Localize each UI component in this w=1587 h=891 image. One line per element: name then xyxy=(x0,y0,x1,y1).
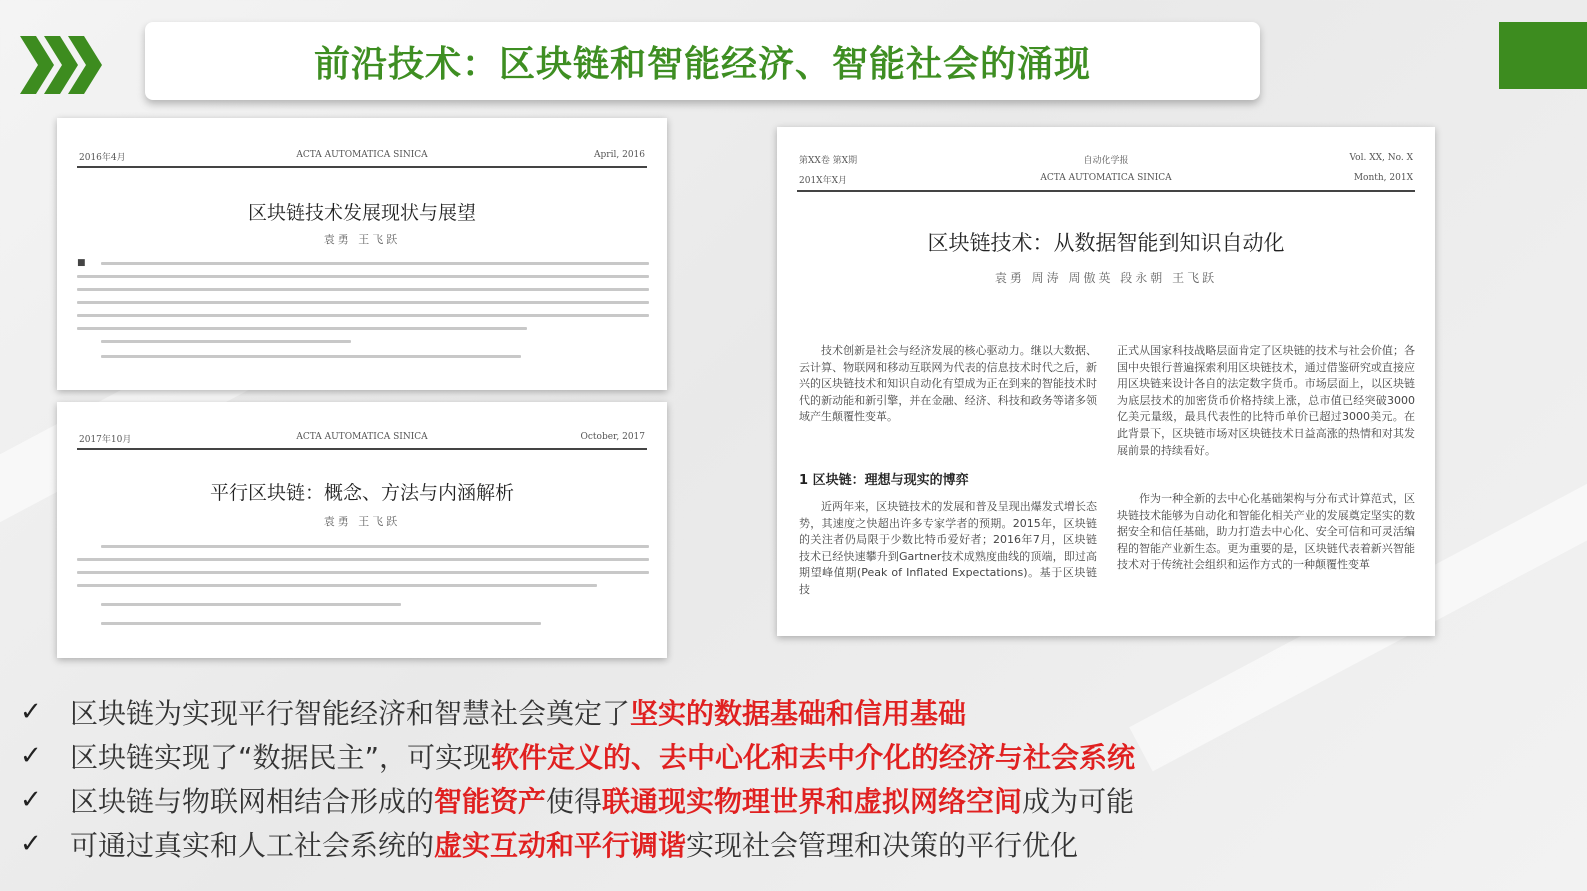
bullet-highlight: 智能资产 xyxy=(434,785,547,818)
paper-title: 平行区块链：概念、方法与内涵解析 xyxy=(209,482,514,504)
paper-title: 区块链技术发展现状与展望 xyxy=(247,202,476,224)
paper-body-paragraph: 作为一种全新的去中心化基础架构与分布式计算范式，区块链技术能够为自动化和智能化相关产业的发展奠定坚实的数据安全和信任基础，助力打造去中心化、安全可信和可灵活编程的智能产业新生态。更为重要的是，区块链代表着新兴智能技术对于传统社会组织和运作方式的一种颠覆性变革 xyxy=(1117,492,1415,572)
checkmark-icon: ✓ xyxy=(20,785,42,815)
journal-date-en: October, 2017 xyxy=(580,432,645,442)
section-heading: 1 区块链：理想与现实的博弈 xyxy=(799,473,969,488)
journal-date-en: Month, 201X xyxy=(1353,173,1413,183)
journal-date-en: April, 2016 xyxy=(594,150,645,160)
bullet-item xyxy=(20,690,1135,734)
bullet-highlight: 软件定义的、去中心化和去中介化的经济与社会系统 xyxy=(491,741,1136,774)
bullet-text: 实现社会管理和决策的平行优化 xyxy=(686,829,1079,862)
journal-date: 201X年X月 xyxy=(799,176,847,186)
paper-authors: 袁勇 周涛 周傲英 段永朝 王飞跃 xyxy=(994,271,1218,285)
paper-body-paragraph: 正式从国家科技战略层面肯定了区块链的技术与社会价值；各国中央银行普遍探索利用区块链技术，通过借鉴研究或直接应用区块链来设计各自的法定数字货币。市场层面上，以区块链为底层技术的加密货币价格持续上涨，总市值已经突破3000亿美元量级，最具代表性的比特币单价已超过3000美元。在此背景下，区块链市场对区块链技术日益高涨的热情和对其发展前景的持续看好。 xyxy=(1117,344,1415,457)
page-title: 前沿技术：区块链和智能经济、智能社会的涌现 xyxy=(313,43,1091,85)
checkmark-icon: ✓ xyxy=(20,829,42,859)
paper-authors: 袁勇 王飞跃 xyxy=(323,515,401,528)
bullet-highlight: 联通现实物理世界和虚拟网络空间 xyxy=(602,785,1023,818)
bullet-text: 区块链与物联网相结合形成的 xyxy=(70,785,435,818)
journal-date: 2017年10月 xyxy=(79,435,132,445)
paper-thumbnail-3 xyxy=(777,127,1435,636)
journal-name: ACTA AUTOMATICA SINICA xyxy=(1040,173,1172,183)
bullet-list xyxy=(20,690,1135,866)
journal-name: ACTA AUTOMATICA SINICA xyxy=(296,432,428,442)
paper-body-paragraph: 近两年来，区块链技术的发展和普及呈现出爆发式增长态势，其速度之快超出许多专家学者的预期。2015年，区块链的关注者仍局限于少数比特币爱好者；2016年7月，区块链技术已经快速攀升到Gartner技术成熟度曲线的顶端，即过高期望峰值期(Peak of Inflated Expectations)。基于区块链技 xyxy=(799,500,1097,596)
journal-volume: 第XX卷 第X期 xyxy=(799,156,858,166)
bullet-text: 使得 xyxy=(546,785,603,818)
journal-volume-en: Vol. XX, No. X xyxy=(1349,153,1413,163)
journal-name: ACTA AUTOMATICA SINICA xyxy=(296,150,428,160)
paper-authors: 袁勇 王飞跃 xyxy=(323,233,401,246)
bullet-item xyxy=(20,778,1135,822)
bullet-text: 可通过真实和人工社会系统的 xyxy=(70,829,435,862)
paper-thumbnail-2 xyxy=(57,402,667,658)
triple-chevron-right-icon xyxy=(20,36,102,94)
journal-name-cn: 自动化学报 xyxy=(1083,156,1129,166)
abstract-label: ■ xyxy=(77,258,86,268)
checkmark-icon: ✓ xyxy=(20,697,42,727)
bullet-text: 区块链实现了“数据民主”，可实现 xyxy=(70,741,492,774)
paper-thumbnail-1 xyxy=(57,118,667,390)
title-bar xyxy=(145,22,1260,100)
checkmark-icon: ✓ xyxy=(20,741,42,771)
bullet-text: 区块链为实现平行智能经济和智慧社会奠定了 xyxy=(70,697,631,730)
brand-accent-block xyxy=(1499,22,1587,89)
bullet-text: 成为可能 xyxy=(1022,785,1135,818)
bullet-item xyxy=(20,822,1135,866)
bullet-item xyxy=(20,734,1135,778)
paper-title: 区块链技术：从数据智能到知识自动化 xyxy=(927,231,1285,255)
bullet-highlight: 虚实互动和平行调谐 xyxy=(434,829,687,862)
paper-body-paragraph: 技术创新是社会与经济发展的核心驱动力。继以大数据、云计算、物联网和移动互联网为代表的信息技术时代之后，新兴的区块链技术和知识自动化有望成为正在到来的智能技术时代的新动能和新引擎，并在金融、经济、科技和政务等诸多领域产生颠覆性变革。 xyxy=(799,344,1097,424)
bullet-highlight: 坚实的数据基础和信用基础 xyxy=(630,697,967,730)
journal-date: 2016年4月 xyxy=(79,153,126,163)
